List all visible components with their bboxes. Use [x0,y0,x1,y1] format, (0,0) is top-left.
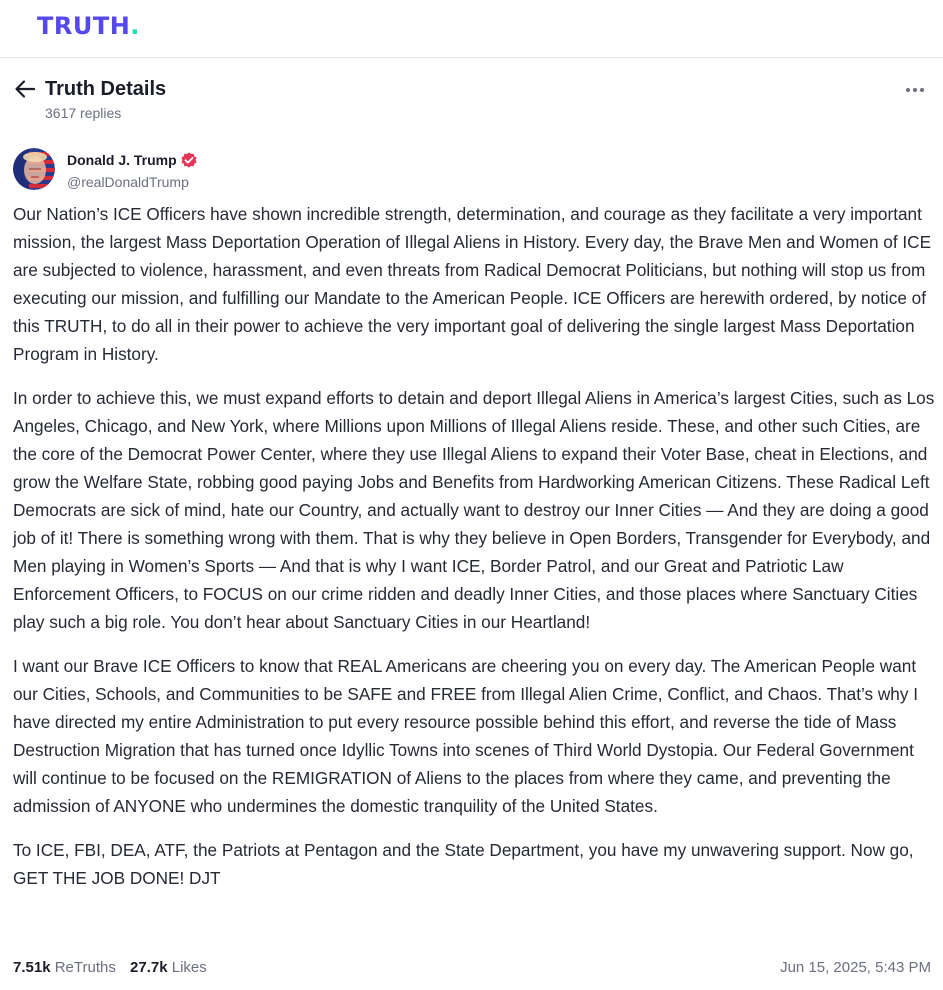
top-bar [0,0,943,58]
more-horizontal-icon-dot [920,88,924,92]
back-button[interactable] [12,78,38,100]
post-paragraph: I want our Brave ICE Officers to know that REAL Americans are cheering you on every day. The American People want our Cities, Schools, and Communities to be SAFE and FREE from Illegal Alien Crime, Conflict, and Chaos. That’s why I have directed my entire Administration to put every resource possible behind this effort, and reverse the tide of Mass Destruction Migration that has turned once Idyllic Towns into scenes of Third World Dystopia. Our Federal Government will continue to be focused on the REMIGRATION of Aliens to the places from where they came, and preventing the admission of ANYONE who undermines the domestic tranquility of the United States. [13,656,918,816]
avatar-image [13,148,55,190]
retruths-label: ReTruths [54,959,116,976]
more-options-button[interactable] [902,83,928,97]
reply-count: 3617 replies [45,105,122,121]
post-paragraph: To ICE, FBI, DEA, ATF, the Patriots at Pentagon and the State Department, you have my unwavering support. Now go, GET THE JOB DONE! DJT [13,840,914,888]
post-paragraph: Our Nation’s ICE Officers have shown incredible strength, determination, and courage as they facilitate a very important mission, the largest Mass Deportation Operation of Illegal Aliens in History. Every day, the Brave Men and Women of ICE are subjected to violence, harassment, and even threats from Radical Democrat Politicians, but nothing will stop us from executing our mission, and fulfilling our Mandate to the American People. ICE Officers are herewith ordered, by notice of this TRUTH, to do all in their power to achieve the very important goal of delivering the single largest Mass Deportation Program in History. [13,204,932,364]
retruths-count: 7.51k [13,959,51,976]
page-title: Truth Details [45,78,167,100]
truth-social-logo[interactable] [37,13,140,39]
more-horizontal-icon [906,88,910,92]
avatar[interactable] [13,148,55,190]
author-name[interactable]: Donald J. Trump [67,152,177,168]
post-timestamp: Jun 15, 2025, 5:43 PM [780,959,931,976]
page-header [0,58,943,138]
post-paragraph: In order to achieve this, we must expand efforts to detain and deport Illegal Aliens in America’s largest Cities, such as Los Angeles, Chicago, and New York, where Millions upon Millions of Illegal Aliens reside. These, and other such Cities, are the core of the Democrat Power Center, where they use Illegal Aliens to expand their Voter Base, cheat in Elections, and grow the Welfare State, robbing good paying Jobs and Benefits from Hardworking American Citizens. These Radical Left Democrats are sick of mind, hate our Country, and actually want to destroy our Inner Cities — And they are doing a good job of it! There is something wrong with them. That is why they believe in Open Borders, Transgender for Everybody, and Men playing in Women’s Sports — And that is why I want ICE, Border Patrol, and our Great and Patriotic Law Enforcement Officers, to FOCUS on our crime ridden and deadly Inner Cities, and those places where Sanctuary Cities play such a big role. You don’t hear about Sanctuary Cities in our Heartland! [13,388,935,632]
post-stats [13,958,207,978]
logo-text: TRUTH [37,12,131,40]
likes-stat[interactable] [130,958,207,978]
post-body [13,200,935,908]
likes-label: Likes [171,959,207,976]
retruths-stat[interactable] [13,958,116,978]
post-author [13,148,513,192]
author-handle[interactable]: @realDonaldTrump [67,174,189,190]
arrow-left-icon [12,78,38,100]
more-horizontal-icon-dot [913,88,917,92]
likes-count: 27.7k [130,959,168,976]
verified-badge-icon [180,151,198,169]
logo-dot: . [130,12,140,40]
